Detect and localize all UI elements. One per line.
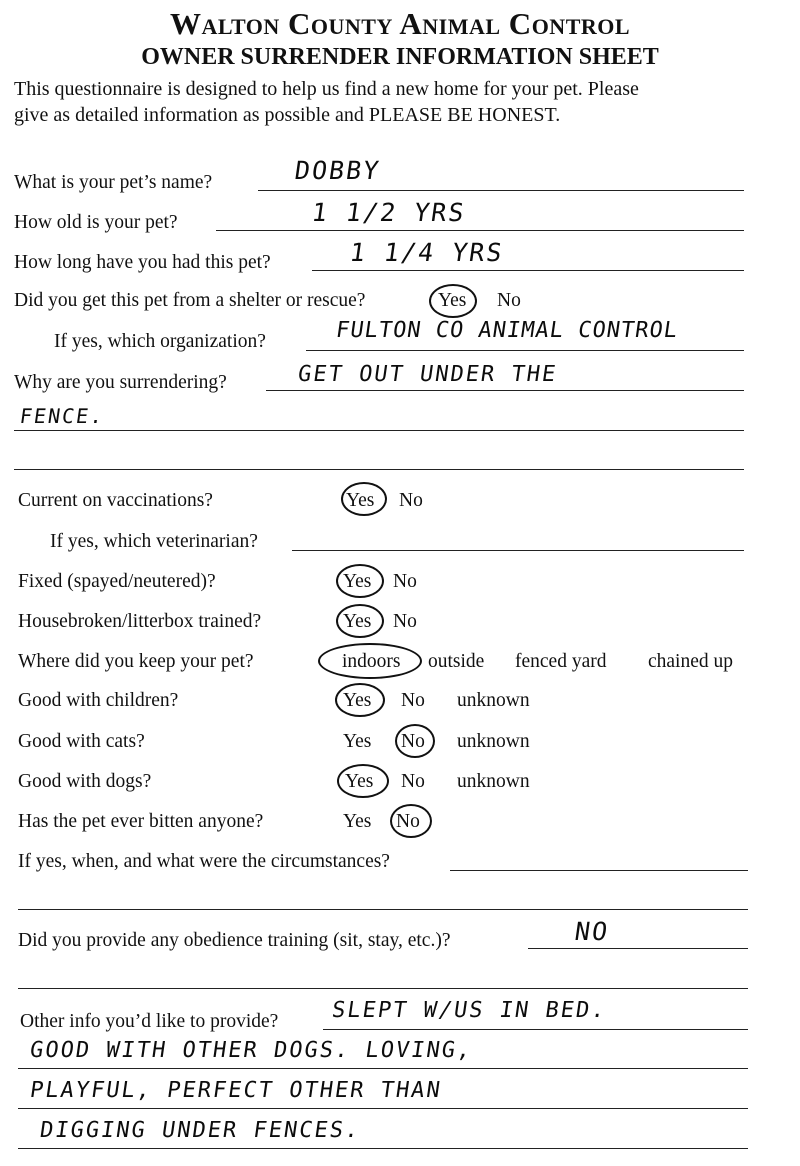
dogs-no-option[interactable]: No	[401, 771, 425, 792]
children-yes-circle	[335, 683, 385, 717]
dogs-yes-option[interactable]: Yes	[345, 771, 374, 792]
housebroken-yes-option[interactable]: Yes	[343, 611, 372, 632]
training-answer[interactable]: NO	[572, 917, 612, 946]
fixed-no-option[interactable]: No	[393, 571, 417, 592]
surrender-reason-line-1	[266, 390, 744, 391]
pet-age-answer[interactable]: 1 1/2 YRS	[309, 198, 468, 227]
organization-answer[interactable]: FULTON CO ANIMAL CONTROL	[334, 318, 680, 343]
other-info-line-3	[18, 1108, 748, 1109]
bitten-no-circle	[390, 804, 432, 838]
pet-age-line	[216, 230, 744, 231]
shelter-label: Did you get this pet from a shelter or rescue?	[14, 290, 366, 311]
children-label: Good with children?	[18, 690, 179, 711]
kept-indoors-option[interactable]: indoors	[342, 651, 401, 672]
intro-line-1: This questionnaire is designed to help us find a new home for your pet. Please	[14, 78, 639, 100]
circumstances-line-1[interactable]	[450, 870, 748, 871]
cats-label: Good with cats?	[18, 731, 145, 752]
vaccinations-yes-circle	[341, 482, 387, 516]
kept-fenced-yard-option[interactable]: fenced yard	[515, 651, 607, 672]
housebroken-yes-circle	[336, 604, 384, 638]
dogs-yes-circle	[337, 764, 389, 798]
organization-line	[306, 350, 744, 351]
other-info-line-4	[18, 1148, 748, 1149]
form-subtitle: OWNER SURRENDER INFORMATION SHEET	[141, 44, 659, 70]
kept-indoors-circle	[318, 643, 422, 679]
fixed-yes-option[interactable]: Yes	[343, 571, 372, 592]
bitten-label: Has the pet ever bitten anyone?	[18, 811, 264, 832]
time-owned-answer[interactable]: 1 1/4 YRS	[347, 238, 506, 267]
kept-outside-option[interactable]: outside	[428, 651, 485, 672]
dogs-unknown-option[interactable]: unknown	[457, 771, 530, 792]
surrender-reason-answer-2[interactable]: FENCE.	[18, 404, 106, 428]
surrender-reason-label: Why are you surrendering?	[14, 372, 227, 393]
other-info-answer-2[interactable]: GOOD WITH OTHER DOGS. LOVING,	[28, 1038, 474, 1063]
children-unknown-option[interactable]: unknown	[457, 690, 530, 711]
pet-name-answer[interactable]: DOBBY	[292, 156, 383, 185]
circumstances-label: If yes, when, and what were the circumstances?	[18, 851, 390, 872]
surrender-reason-line-2	[14, 430, 744, 431]
fixed-yes-circle	[336, 564, 384, 598]
pet-age-label: How old is your pet?	[14, 212, 178, 233]
children-yes-option[interactable]: Yes	[343, 690, 372, 711]
fixed-label: Fixed (spayed/neutered)?	[18, 571, 216, 592]
training-label: Did you provide any obedience training (sit, stay, etc.)?	[18, 930, 451, 951]
shelter-yes-circle	[429, 284, 477, 318]
form-title: Walton County Animal Control	[169, 6, 631, 41]
housebroken-label: Housebroken/litterbox trained?	[18, 611, 262, 632]
intro-line-2: give as detailed information as possible and PLEASE BE HONEST.	[14, 104, 561, 126]
kept-label: Where did you keep your pet?	[18, 651, 254, 672]
kept-chained-up-option[interactable]: chained up	[648, 651, 734, 672]
other-info-line-2	[18, 1068, 748, 1069]
time-owned-line	[312, 270, 744, 271]
vaccinations-label: Current on vaccinations?	[18, 490, 213, 511]
dogs-label: Good with dogs?	[18, 771, 152, 792]
cats-yes-option[interactable]: Yes	[343, 731, 372, 752]
veterinarian-line[interactable]	[292, 550, 744, 551]
housebroken-no-option[interactable]: No	[393, 611, 417, 632]
cats-no-circle	[395, 724, 435, 758]
other-info-answer-4[interactable]: DIGGING UNDER FENCES.	[38, 1118, 362, 1143]
veterinarian-label: If yes, which veterinarian?	[50, 531, 258, 552]
training-line-2	[18, 988, 748, 989]
other-info-answer-1[interactable]: SLEPT W/US IN BED.	[330, 998, 609, 1023]
vaccinations-yes-option[interactable]: Yes	[346, 490, 375, 511]
cats-no-option[interactable]: No	[401, 731, 425, 752]
shelter-no-option[interactable]: No	[497, 290, 521, 311]
other-info-label: Other info you’d like to provide?	[20, 1011, 279, 1032]
vaccinations-no-option[interactable]: No	[399, 490, 423, 511]
bitten-no-option[interactable]: No	[396, 811, 420, 832]
shelter-yes-option[interactable]: Yes	[438, 290, 467, 311]
bitten-yes-option[interactable]: Yes	[343, 811, 372, 832]
circumstances-line-2[interactable]	[18, 909, 748, 910]
pet-name-line	[258, 190, 744, 191]
children-no-option[interactable]: No	[401, 690, 425, 711]
organization-label: If yes, which organization?	[54, 331, 266, 352]
cats-unknown-option[interactable]: unknown	[457, 731, 530, 752]
pet-name-label: What is your pet’s name?	[14, 172, 213, 193]
time-owned-label: How long have you had this pet?	[14, 252, 271, 273]
training-line	[528, 948, 748, 949]
other-info-line-1	[323, 1029, 748, 1030]
other-info-answer-3[interactable]: PLAYFUL, PERFECT OTHER THAN	[28, 1078, 444, 1103]
surrender-reason-answer-1[interactable]: GET OUT UNDER THE	[296, 362, 559, 387]
surrender-reason-line-3	[14, 469, 744, 470]
